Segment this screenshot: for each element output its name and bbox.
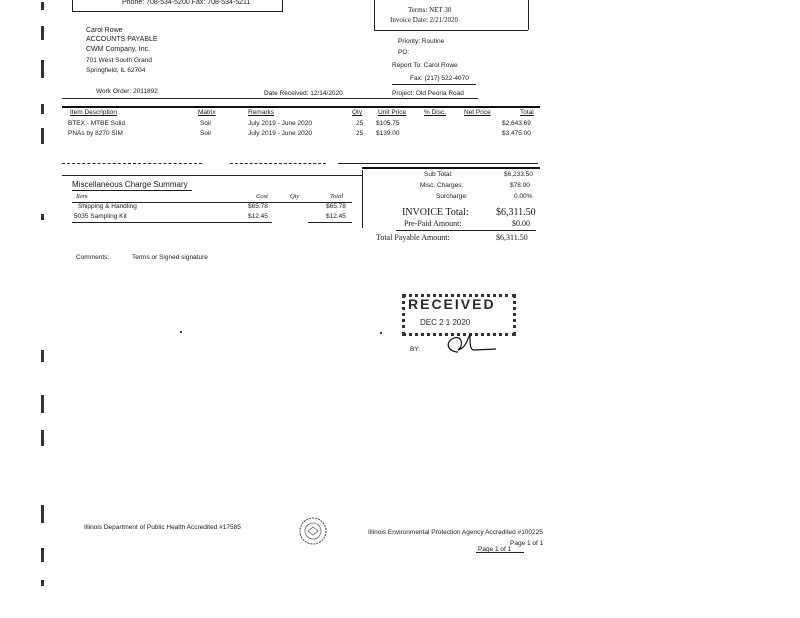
items-header-net-price: Net Price — [464, 109, 491, 116]
item-unit-price: $139.00 — [376, 130, 400, 137]
bill-to-street: 701 West South Grand — [86, 57, 153, 64]
items-header-total: Total — [520, 109, 534, 116]
items-dash-rule — [230, 163, 326, 164]
terms-box-bottom — [374, 30, 528, 31]
misc-item: Shipping & Handling — [78, 203, 137, 210]
bill-to-dept: ACCOUNTS PAYABLE — [86, 36, 158, 43]
misc-bottom-rule — [72, 222, 272, 223]
scan-mark — [41, 548, 44, 562]
item-remarks: July 2019 - June 2020 — [248, 120, 312, 127]
item-description: PNAs by 8270 SIM — [68, 130, 123, 137]
item-total: $2,643.69 — [502, 120, 531, 127]
misc-box-right — [362, 170, 363, 228]
misc-charges-label: Misc. Charges: — [420, 182, 464, 189]
prepaid-label: Pre-Paid Amount: — [404, 219, 462, 228]
accreditation-seal — [298, 516, 328, 546]
scan-mark — [41, 350, 44, 362]
work-order: Work Order: 2011892 — [96, 88, 158, 95]
item-unit-price: $105.75 — [376, 120, 400, 127]
bill-to-city: Springfield, IL 62704 — [86, 67, 146, 74]
terms-box-right — [528, 0, 529, 30]
scan-mark — [41, 214, 44, 220]
items-top-rule — [62, 106, 540, 108]
order-rule — [62, 98, 478, 99]
misc-cost: $12.45 — [248, 213, 268, 220]
misc-header-cost: Cost — [256, 193, 268, 200]
page-number-repeat: Page 1 of 1 — [478, 546, 512, 553]
info-rule — [392, 84, 476, 85]
items-header-description: Item Description — [70, 109, 117, 116]
misc-title-rule — [72, 190, 192, 191]
scan-mark — [41, 430, 44, 446]
item-remarks: July 2019 - June 2020 — [248, 130, 312, 137]
misc-header-item: Item — [76, 193, 88, 200]
scan-mark — [41, 505, 44, 523]
footer-left: Illinois Department of Public Health Accredited #17585 — [84, 524, 241, 531]
items-dash-rule — [62, 163, 202, 164]
items-header-matrix: Matrix — [198, 109, 216, 116]
misc-item: 5035 Sampling Kit — [74, 213, 127, 220]
misc-box-top — [62, 175, 362, 176]
sub-total-label: Sub Total: — [424, 171, 453, 178]
page-number: Page 1 of 1 — [510, 540, 544, 547]
bill-to-name: Carol Rowe — [86, 27, 123, 34]
items-header-disc: % Disc. — [424, 109, 447, 116]
phone-fax: Phone: 708-534-5200 Fax: 708-534-5211 — [122, 0, 251, 6]
sub-total-value: $6,233.50 — [504, 171, 533, 178]
items-dash-rule — [338, 163, 538, 164]
item-matrix: Soil — [200, 120, 211, 127]
scan-mark — [41, 580, 44, 586]
terms: Terms: NET 30 — [408, 6, 452, 14]
item-description: BTEX - MTBE Solid — [68, 120, 126, 127]
terms-box-left — [374, 0, 375, 30]
misc-charges-value: $78.00 — [510, 182, 530, 189]
signature — [440, 332, 500, 356]
misc-total: $12.45 — [326, 213, 346, 220]
invoice-total-value: $6,311.50 — [496, 207, 536, 218]
totals-rule — [396, 230, 536, 231]
footer-right: Illinois Environmental Protection Agency Accredited #100225 — [368, 529, 543, 536]
fax: Fax: (217) 522-4070 — [410, 75, 469, 82]
surcharge-value: 0.00% — [514, 193, 533, 200]
misc-bottom-rule — [308, 222, 352, 223]
item-matrix: Soil — [200, 130, 211, 137]
stamp-by: BY: — [410, 346, 421, 353]
items-header-remarks: Remarks — [248, 109, 275, 116]
scan-mark — [41, 26, 44, 40]
project: Project: Old Peoria Road — [392, 90, 464, 97]
report-to: Report To: Carol Rowe — [392, 62, 458, 69]
scan-mark — [41, 2, 44, 10]
header-box-right — [282, 0, 283, 12]
scan-mark — [41, 395, 44, 413]
payable-label: Total Payable Amount: — [376, 233, 450, 242]
scan-mark — [41, 128, 44, 144]
header-box-bottom — [72, 11, 282, 12]
speck — [380, 332, 382, 334]
speck — [180, 331, 182, 333]
misc-header-qty: Qty — [290, 193, 300, 200]
received-stamp-date: DEC 2 1 2020 — [420, 318, 471, 327]
item-total: $3,475.00 — [502, 130, 531, 137]
item-qty: 25 — [356, 130, 364, 137]
scan-mark — [41, 60, 44, 78]
scan-mark — [41, 104, 44, 114]
comments-label: Comments: — [76, 254, 110, 261]
misc-header-total: Total — [330, 193, 344, 200]
invoice-date: Invoice Date: 2/21/2020 — [390, 16, 459, 24]
payable-value: $6,311.50 — [496, 233, 528, 242]
misc-total: $65.78 — [326, 203, 346, 210]
comments-text: Terms or Signed signature — [132, 254, 208, 261]
priority: Priority: Routine — [398, 38, 445, 45]
item-qty: 25 — [356, 120, 364, 127]
misc-title: Miscellaneous Charge Summary — [72, 180, 188, 189]
date-received: Date Received: 12/14/2020 — [264, 90, 343, 97]
received-stamp-word: RECEIVED — [408, 296, 496, 312]
prepaid-value: $0.00 — [512, 219, 530, 228]
items-bottom-rule — [362, 167, 540, 169]
po: PO: — [398, 49, 410, 56]
bill-to-company: CWM Company, Inc. — [86, 46, 151, 53]
signature-stroke — [448, 334, 496, 352]
surcharge-label: Surcharge: — [436, 193, 468, 200]
misc-cost: $65.78 — [248, 203, 268, 210]
items-header-unit-price: Unit Price — [378, 109, 407, 116]
items-header-qty: Qty — [352, 109, 363, 116]
invoice-total-label: INVOICE Total: — [402, 207, 469, 218]
